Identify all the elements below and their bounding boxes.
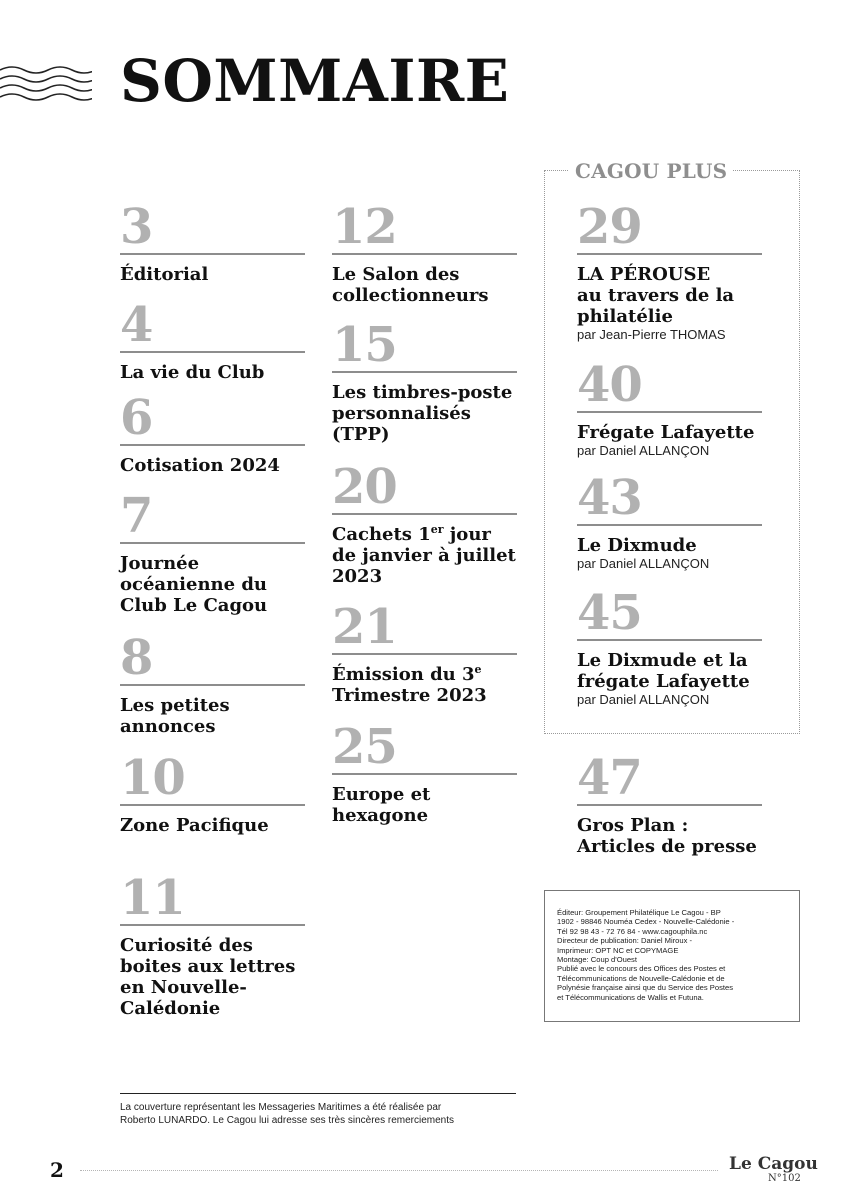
page-number: 10 (120, 750, 185, 806)
title-line (332, 524, 517, 545)
entry-title (120, 553, 305, 616)
title-line: annonces (120, 716, 216, 737)
footer-brand: Le Cagou (729, 1154, 818, 1174)
toc-entry-cotisation[interactable] (120, 390, 305, 476)
footer-issue-number: N°102 (768, 1173, 801, 1184)
title-line: 2023 (332, 566, 383, 587)
toc-entry-timbres-personnalises[interactable] (332, 317, 517, 445)
entry-title (332, 524, 517, 587)
page-number: 6 (120, 390, 153, 446)
entry-author: par Daniel ALLANÇON (577, 556, 710, 571)
toc-entry-la-perouse[interactable] (577, 199, 762, 342)
title-line: Le Salon des (332, 264, 460, 285)
editor-line: Tél 92 98 43 - 72 76 84 - www.cagouphila.nc (557, 926, 708, 936)
page-number: 40 (577, 357, 642, 413)
title-line: Calédonie (120, 998, 221, 1019)
toc-entry-europe-hexagone[interactable] (332, 719, 517, 826)
superscript: er (430, 523, 444, 536)
page-number: 3 (120, 199, 153, 255)
toc-entry-emission-trimestre[interactable] (332, 599, 517, 706)
entry-title (577, 815, 762, 857)
title-line: Europe et (332, 784, 431, 805)
title-line: Journée (120, 553, 200, 574)
page-number: 25 (332, 719, 397, 775)
page-number: 29 (577, 199, 642, 255)
entry-title: La vie du Club (120, 362, 265, 383)
page-number: 4 (120, 297, 153, 353)
title-line: Articles de presse (577, 836, 757, 857)
editor-line: Télécommunications de Nouvelle-Calédonie et de (557, 973, 725, 983)
entry-title (577, 264, 762, 327)
title-line: Curiosité des (120, 935, 253, 956)
entry-title (120, 695, 305, 737)
editor-line: Montage: Coup d'Ouest (557, 955, 637, 965)
entry-title (120, 935, 305, 1019)
page-number: 20 (332, 459, 397, 515)
toc-entry-editorial[interactable] (120, 199, 305, 285)
entry-author: par Daniel ALLANÇON (577, 692, 710, 707)
title-line: hexagone (332, 805, 429, 826)
toc-entry-gros-plan[interactable] (577, 750, 762, 857)
title-line: de janvier à juillet (332, 545, 516, 566)
title-text: jour (443, 524, 491, 545)
footer-dotted-rule (80, 1170, 718, 1171)
page-number: 8 (120, 630, 153, 686)
page-number: 11 (120, 870, 185, 926)
title-line: Le Dixmude et la (577, 650, 748, 671)
toc-entry-vie-du-club[interactable] (120, 297, 305, 383)
title-line: en Nouvelle- (120, 977, 247, 998)
title-line: philatélie (577, 306, 673, 327)
entry-title: Frégate Lafayette (577, 422, 755, 443)
editor-line: Directeur de publication: Daniel Miroux - (557, 936, 693, 946)
entry-title (332, 784, 517, 826)
editor-line: et Télécommunications de Wallis et Futuna. (557, 992, 704, 1002)
editor-line: Éditeur: Groupement Philatélique Le Cagou - BP (557, 908, 721, 917)
page-number: 15 (332, 317, 397, 373)
entry-title: Éditorial (120, 264, 209, 285)
toc-entry-cachets-premier-jour[interactable] (332, 459, 517, 587)
page-number: 21 (332, 599, 397, 655)
page-title: SOMMAIRE (120, 47, 510, 115)
editor-line: Polynésie française ainsi que du Service des Postes (557, 983, 734, 993)
toc-entry-zone-pacifique[interactable] (120, 750, 305, 836)
title-text: Cachets 1 (332, 524, 431, 545)
title-line: (TPP) (332, 424, 390, 445)
title-text: Émission du 3 (332, 664, 475, 685)
toc-entry-fregate-lafayette[interactable] (577, 357, 762, 458)
note-line: Roberto LUNARDO. Le Cagou lui adresse ses très sincères remerciements (120, 1115, 455, 1126)
title-line: boites aux lettres (120, 956, 296, 977)
toc-entry-journee-oceanienne[interactable] (120, 488, 305, 616)
entry-author: par Daniel ALLANÇON (577, 443, 710, 458)
page-number: 7 (120, 488, 153, 544)
toc-entry-le-dixmude[interactable] (577, 470, 762, 571)
entry-title (332, 382, 517, 445)
entry-title: Zone Pacifique (120, 815, 269, 836)
title-line: personnalisés (332, 403, 471, 424)
title-line: collectionneurs (332, 285, 489, 306)
entry-title (577, 650, 762, 692)
title-line (332, 664, 517, 685)
entry-title: Le Dixmude (577, 535, 697, 556)
title-line: LA PÉROUSE (577, 264, 711, 285)
title-line: frégate Lafayette (577, 671, 750, 692)
page-number: 47 (577, 750, 642, 806)
superscript: e (474, 663, 482, 676)
editor-info-text (557, 908, 789, 1002)
editor-line: 1902 - 98846 Nouméa Cedex - Nouvelle-Calédonie - (557, 917, 735, 927)
title-line: Les timbres-poste (332, 382, 513, 403)
title-line: Trimestre 2023 (332, 685, 487, 706)
page-number: 12 (332, 199, 397, 255)
postmark-waves-icon (0, 62, 92, 106)
cover-credit-note (120, 1101, 520, 1127)
title-line: Gros Plan : (577, 815, 689, 836)
title-line: Les petites (120, 695, 230, 716)
note-line: La couverture représentant les Messageries Maritimes a été réalisée par (120, 1102, 442, 1113)
toc-entry-salon-collectionneurs[interactable] (332, 199, 517, 306)
entry-title (332, 264, 517, 306)
toc-entry-curiosite-boites[interactable] (120, 870, 305, 1019)
entry-author: par Jean-Pierre THOMAS (577, 327, 726, 342)
page-number: 43 (577, 470, 642, 526)
toc-entry-petites-annonces[interactable] (120, 630, 305, 737)
note-divider (120, 1093, 516, 1094)
editor-line: Publié avec le concours des Offices des Postes et (557, 964, 726, 974)
entry-title (332, 664, 517, 706)
toc-entry-dixmude-et-fregate[interactable] (577, 585, 762, 707)
entry-title: Cotisation 2024 (120, 455, 280, 476)
footer-page-number: 2 (50, 1158, 64, 1182)
page-number: 45 (577, 585, 642, 641)
editor-line: Imprimeur: OPT NC et COPYMAGE (557, 945, 679, 955)
title-line: océanienne du (120, 574, 268, 595)
title-line: au travers de la (577, 285, 735, 306)
cagou-plus-label: CAGOU PLUS (569, 158, 733, 184)
title-line: Club Le Cagou (120, 595, 268, 616)
